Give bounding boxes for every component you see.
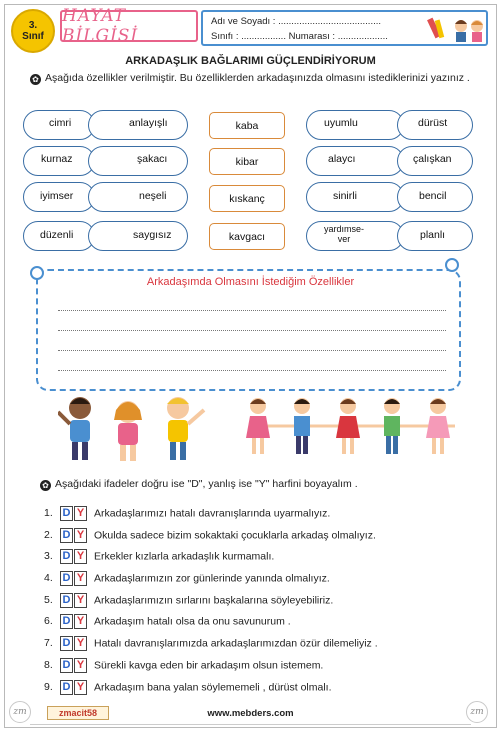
children-holding-hands-illustration xyxy=(240,396,465,458)
false-option-box[interactable]: Y xyxy=(74,549,87,564)
question-text: Arkadaşım bana yalan söylememeli , dürüst olmalı. xyxy=(94,681,332,694)
question-row xyxy=(44,680,332,696)
website-link[interactable]: www.mebders.com xyxy=(207,708,294,719)
zm-logo-icon: zm xyxy=(9,701,31,723)
true-option-box[interactable]: D xyxy=(60,506,73,521)
true-option-box[interactable]: D xyxy=(60,614,73,629)
flower-bullet-icon: ✿ xyxy=(30,74,41,85)
instruction-2-text: Aşağıdaki ifadeler doğru ise "D", yanlış ise "Y" harfini boyayalım . xyxy=(55,478,358,490)
friends-illustration xyxy=(58,390,208,465)
question-row xyxy=(44,593,333,609)
writing-line[interactable] xyxy=(58,310,446,311)
question-row xyxy=(44,549,274,565)
word: bencil xyxy=(419,190,447,202)
author-tag: zmacit58 xyxy=(47,706,109,720)
question-number: 3. xyxy=(44,550,53,563)
question-number: 5. xyxy=(44,594,53,607)
section-heading: ARKADAŞLIK BAĞLARIMI GÜÇLENDİRİYORUM xyxy=(125,55,376,67)
question-text: Okulda sadece bizim sokaktaki çocuklarla arkadaş olmalıyız. xyxy=(94,529,376,542)
word: alaycı xyxy=(328,153,356,165)
word: iyimser xyxy=(40,190,74,202)
kid-3 xyxy=(167,397,204,460)
footer-divider xyxy=(30,724,471,725)
subject-title-box xyxy=(60,6,198,46)
grade-label: Sınıf xyxy=(22,31,44,42)
word: yardımse-ver xyxy=(323,224,364,244)
kid-2 xyxy=(114,401,142,461)
grade-badge xyxy=(11,9,55,53)
word: sinirli xyxy=(333,190,357,202)
question-text: Hatalı davranışlarımızda arkadaşlarımızdan özür dilemeliyiz . xyxy=(94,637,378,650)
word: uyumlu xyxy=(324,117,358,129)
writing-line[interactable] xyxy=(58,330,446,331)
question-row xyxy=(44,506,330,522)
word: düzenli xyxy=(40,229,74,241)
false-option-box[interactable]: Y xyxy=(74,571,87,586)
kid-1 xyxy=(58,397,91,460)
true-option-box[interactable]: D xyxy=(60,680,73,695)
question-text: Erkekler kızlarla arkadaşlık kurmamalı. xyxy=(94,550,275,563)
writing-line[interactable] xyxy=(58,350,446,351)
word: neşeli xyxy=(139,190,167,202)
false-option-box[interactable]: Y xyxy=(74,680,87,695)
question-number: 9. xyxy=(44,681,53,694)
true-option-box[interactable]: D xyxy=(60,571,73,586)
word-box: kibar xyxy=(209,148,285,175)
name-field[interactable]: Adı ve Soyadı : ....................................... xyxy=(211,16,382,27)
true-option-box[interactable]: D xyxy=(60,658,73,673)
traits-box-title: Arkadaşımda Olmasını İstediğim Özellikler xyxy=(146,276,355,288)
true-option-box[interactable]: D xyxy=(60,549,73,564)
question-text: Arkadaşlarımızı hatalı davranışlarında uyarmalıyız. xyxy=(94,507,331,520)
question-number: 4. xyxy=(44,572,53,585)
word-box: kavgacı xyxy=(209,223,285,250)
word: cimri xyxy=(49,117,72,129)
question-row xyxy=(44,636,378,652)
writing-line[interactable] xyxy=(58,370,446,371)
false-option-box[interactable]: Y xyxy=(74,528,87,543)
question-row xyxy=(44,658,323,674)
question-number: 8. xyxy=(44,659,53,672)
word: planlı xyxy=(420,229,446,241)
zm-logo-icon: zm xyxy=(466,701,488,723)
question-number: 7. xyxy=(44,637,53,650)
class-number-field[interactable]: Sınıfı : ................. Numarası : ................... xyxy=(211,31,388,42)
instruction-1 xyxy=(30,71,475,86)
instruction-2 xyxy=(40,478,358,491)
word: saygısız xyxy=(133,229,172,241)
students-icon xyxy=(427,14,487,44)
question-text: Arkadaşlarımızın zor günlerinde yanında olmalıyız. xyxy=(94,572,330,585)
word: çalışkan xyxy=(413,153,452,165)
true-option-box[interactable]: D xyxy=(60,528,73,543)
question-number: 1. xyxy=(44,507,53,520)
word: anlayışlı xyxy=(129,117,168,129)
word-box: kaba xyxy=(209,112,285,139)
true-option-box[interactable]: D xyxy=(60,636,73,651)
false-option-box[interactable]: Y xyxy=(74,506,87,521)
question-number: 6. xyxy=(44,615,53,628)
false-option-box[interactable]: Y xyxy=(74,614,87,629)
word: kurnaz xyxy=(41,153,73,165)
word: dürüst xyxy=(418,117,448,129)
true-option-box[interactable]: D xyxy=(60,593,73,608)
instruction-1-text: Aşağıda özellikler verilmiştir. Bu özelliklerden arkadaşınızda olmasını istediklerinizi yazınız . xyxy=(45,72,470,84)
false-option-box[interactable]: Y xyxy=(74,593,87,608)
question-row xyxy=(44,614,291,630)
grade-number: 3. xyxy=(28,20,38,31)
curl-corner-icon xyxy=(445,258,459,272)
question-text: Sürekli kavga eden bir arkadaşım olsun istemem. xyxy=(94,659,324,672)
question-text: Arkadaşlarımızın sırlarını başkalarına söyleyebiliriz. xyxy=(94,594,334,607)
word-box: kıskanç xyxy=(209,185,285,212)
word: şakacı xyxy=(137,153,168,165)
word-pill-left xyxy=(88,182,188,212)
false-option-box[interactable]: Y xyxy=(74,636,87,651)
question-row xyxy=(44,571,330,587)
question-text: Arkadaşım hatalı olsa da onu savunurum . xyxy=(94,615,291,628)
flower-bullet-icon: ✿ xyxy=(40,480,51,491)
subject-title: HAYAT BİLGİSİ xyxy=(62,6,139,46)
student-info-box xyxy=(201,10,488,46)
question-row xyxy=(44,528,376,544)
question-number: 2. xyxy=(44,529,53,542)
false-option-box[interactable]: Y xyxy=(74,658,87,673)
